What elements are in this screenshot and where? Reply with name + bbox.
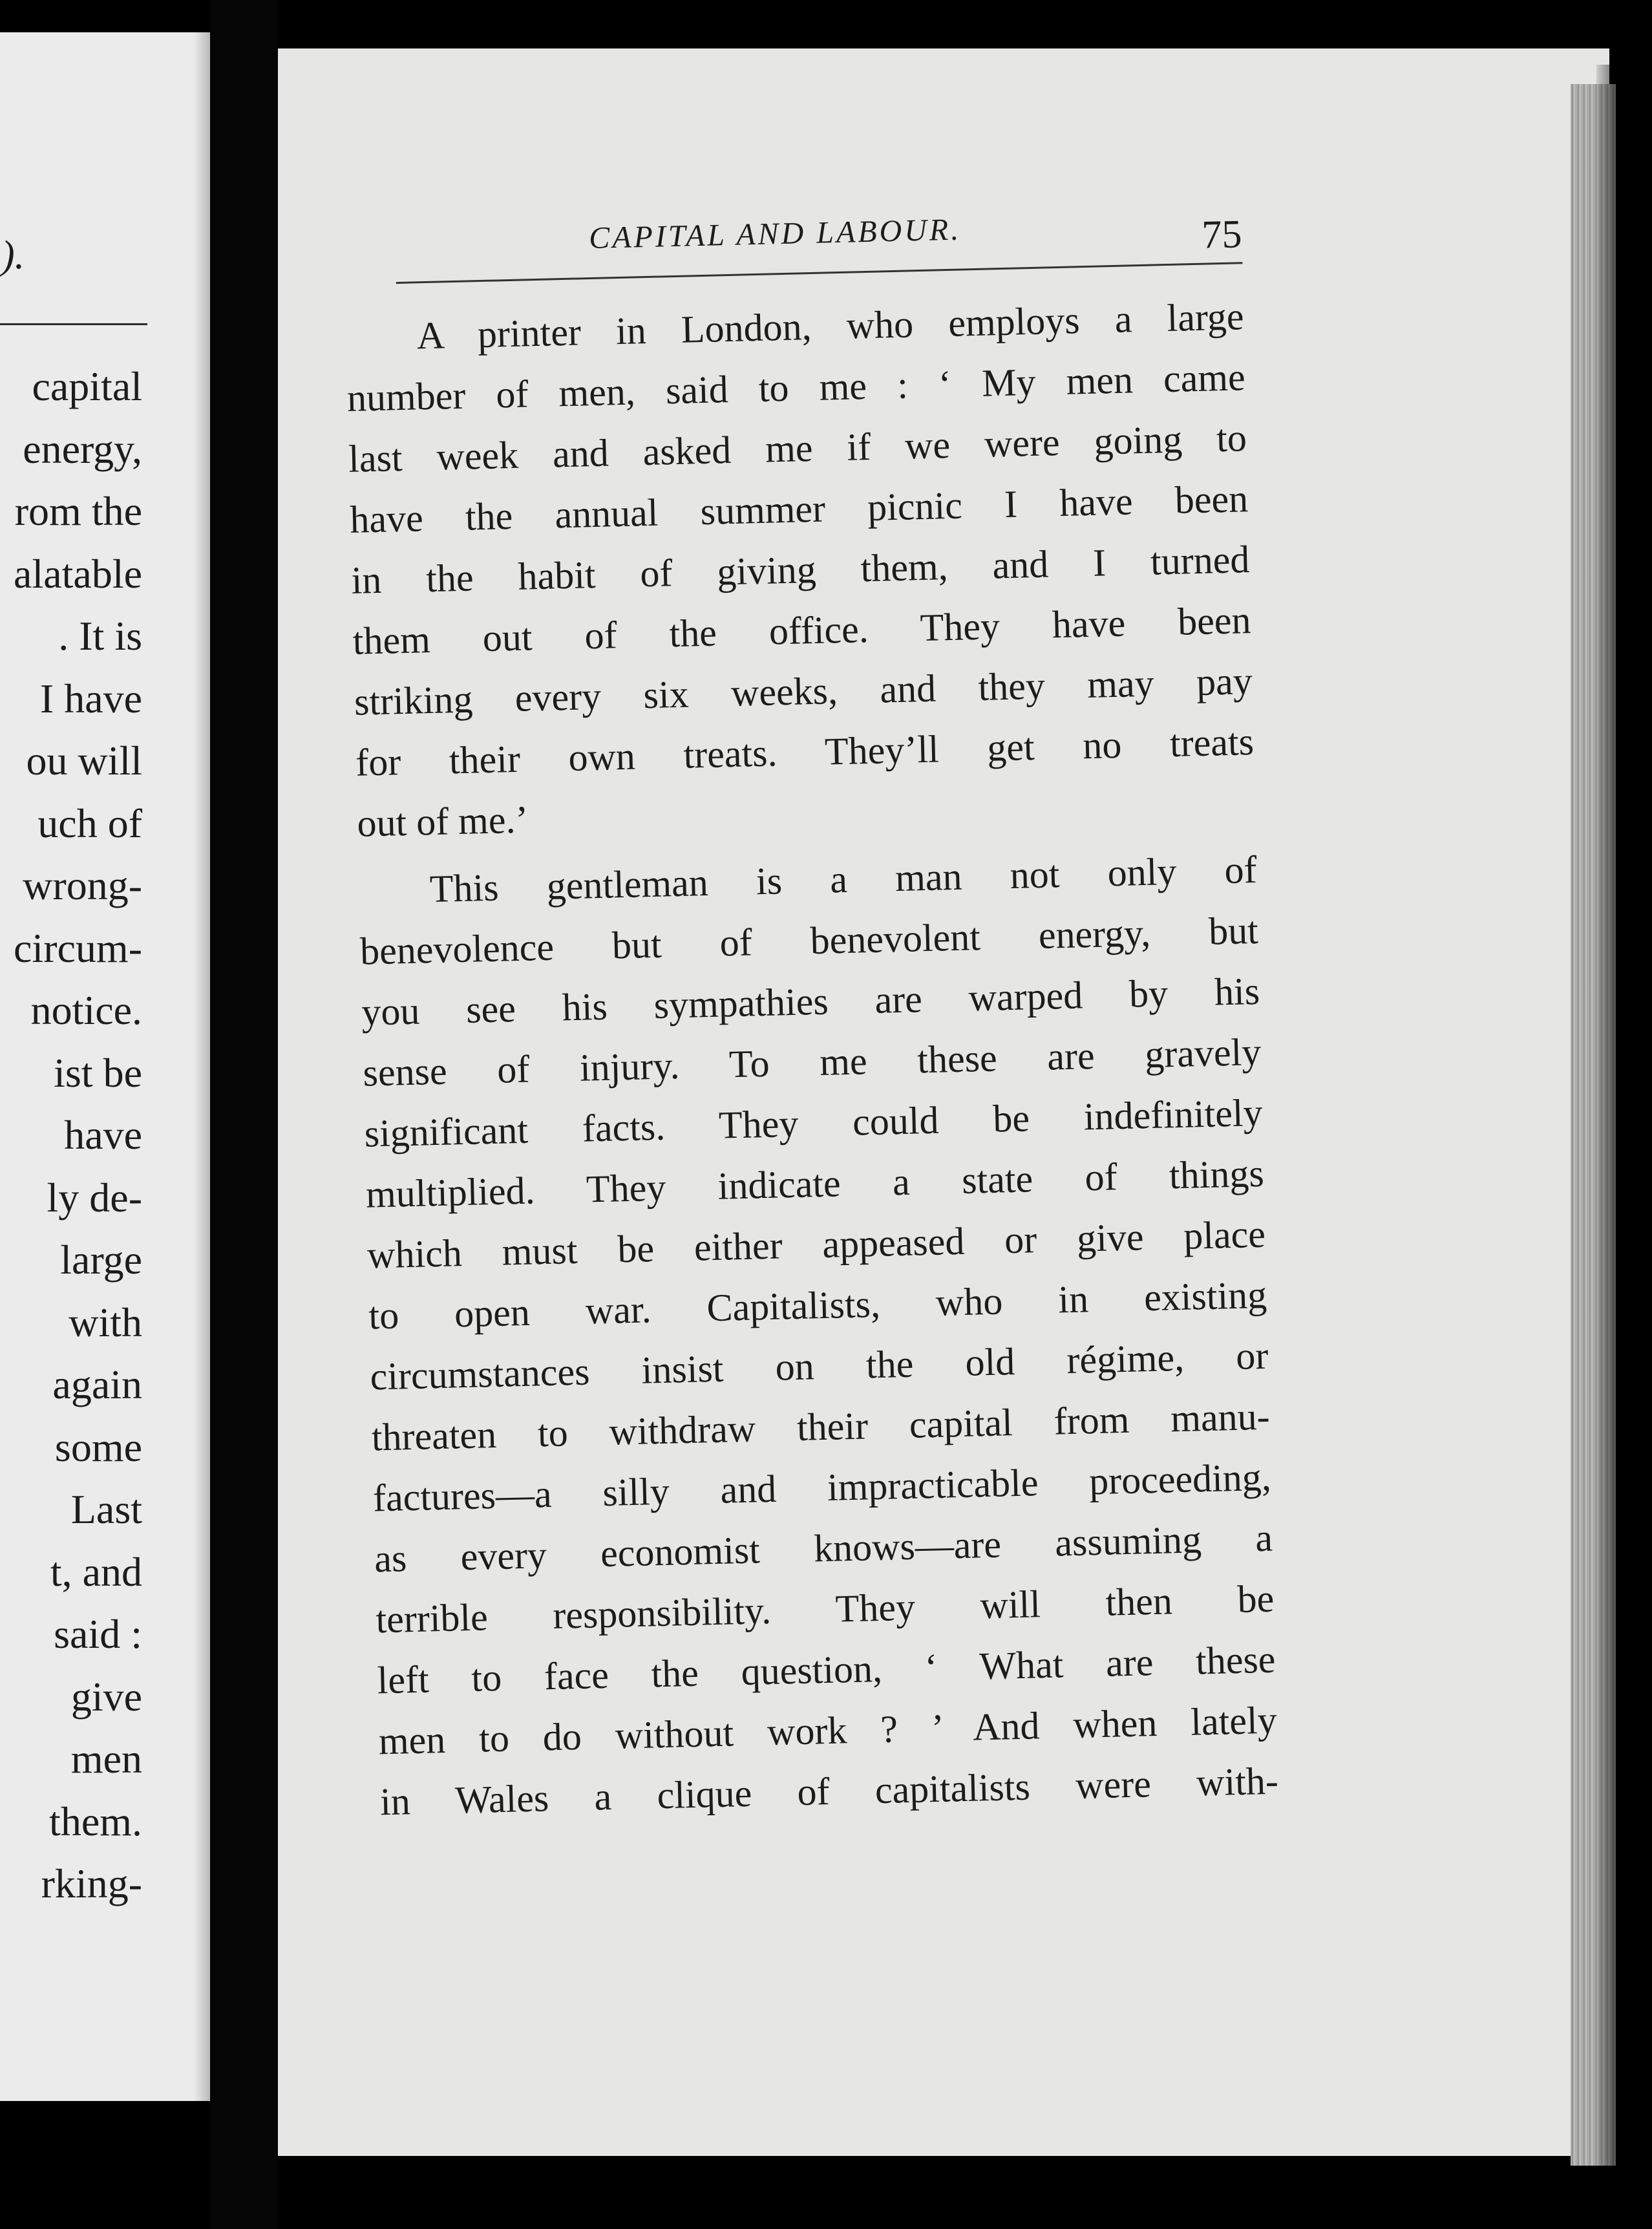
- left-text-line: said :: [54, 1611, 142, 1657]
- running-title: CAPITAL AND LABOUR.: [588, 212, 962, 256]
- left-text-line: ou will: [26, 738, 142, 784]
- text-line: This gentleman is a man not only of: [429, 848, 1258, 911]
- left-text-line: notice.: [30, 987, 142, 1033]
- left-text-line: again: [52, 1361, 142, 1407]
- text-line: men to do without work ? ’ And when lately: [378, 1698, 1278, 1763]
- left-text-line: circum-: [14, 924, 142, 971]
- left-text-line: . It is: [58, 613, 142, 659]
- left-text-line: ly de-: [47, 1174, 142, 1221]
- left-page-text: [14, 356, 142, 1915]
- left-text-line: capital: [32, 363, 142, 409]
- text-line: in Wales a clique of capitalists were with-: [379, 1759, 1279, 1824]
- text-line: significant facts. They could be indefinitely: [364, 1091, 1264, 1155]
- page-number: 75: [1201, 212, 1243, 257]
- left-text-line: alatable: [14, 550, 142, 597]
- left-text-line: uch of: [37, 800, 142, 846]
- left-text-line: with: [69, 1299, 142, 1345]
- left-facing-page: [0, 32, 210, 2101]
- left-text-line: energy,: [23, 425, 142, 472]
- text-line: for their own treats. They’ll get no treats: [355, 720, 1255, 784]
- paragraph-1: [345, 286, 1256, 854]
- book-gutter: [210, 0, 278, 2229]
- left-text-line: rom the: [14, 488, 142, 534]
- text-line: number of men, said to me : ‘ My men came: [346, 356, 1246, 420]
- text-line: multiplied. They indicate a state of things: [365, 1151, 1265, 1216]
- text-line: have the annual summer picnic I have been: [349, 477, 1249, 541]
- paragraph-2: [358, 839, 1279, 1832]
- left-head-rule: [0, 323, 147, 325]
- text-line: factures—a silly and impracticable proceeding,: [372, 1455, 1272, 1520]
- text-line: them out of the office. They have been: [352, 599, 1252, 663]
- text-line: you see his sympathies are warped by his: [361, 969, 1260, 1034]
- text-line: circumstances insist on the old régime, or: [369, 1334, 1269, 1398]
- left-text-line: rking-: [41, 1861, 142, 1906]
- text-line: sense of injury. To me these are gravely: [362, 1030, 1262, 1094]
- left-text-line: some: [54, 1424, 142, 1470]
- text-line: benevolence but of benevolent energy, but: [359, 908, 1259, 973]
- left-text-line: give: [70, 1673, 142, 1720]
- left-text-line: t, and: [50, 1548, 142, 1595]
- left-running-head-fragment: ).: [1, 233, 25, 277]
- text-line: last week and asked me if we were going to: [348, 416, 1247, 480]
- text-line: striking every six weeks, and they may pay: [354, 659, 1253, 723]
- text-line: left to face the question, ‘ What are these: [376, 1637, 1276, 1702]
- text-line: threaten to withdraw their capital from manu-: [371, 1394, 1271, 1459]
- left-text-line: ist be: [54, 1049, 142, 1096]
- text-line: out of me.’: [356, 798, 529, 845]
- text-line: which must be either appeased or give place: [366, 1212, 1266, 1277]
- text-line: in the habit of giving them, and I turned: [350, 538, 1251, 602]
- text-line: to open war. Capitalists, who in existing: [368, 1273, 1267, 1338]
- left-text-line: I have: [39, 675, 142, 721]
- body-text: [345, 286, 1279, 1839]
- left-text-line: them.: [49, 1798, 142, 1844]
- left-text-line: men: [70, 1736, 142, 1782]
- left-text-line: wrong-: [23, 862, 142, 908]
- left-text-line: have: [64, 1112, 142, 1158]
- left-text-line: Last: [70, 1486, 142, 1532]
- left-text-line: large: [60, 1237, 142, 1283]
- page-edges-shadow: [1596, 65, 1616, 2172]
- text-line: A printer in London, who employs a large: [416, 295, 1245, 357]
- text-line: as every economist knows—are assuming a: [374, 1516, 1273, 1581]
- text-line: terrible responsibility. They will then be: [375, 1577, 1275, 1641]
